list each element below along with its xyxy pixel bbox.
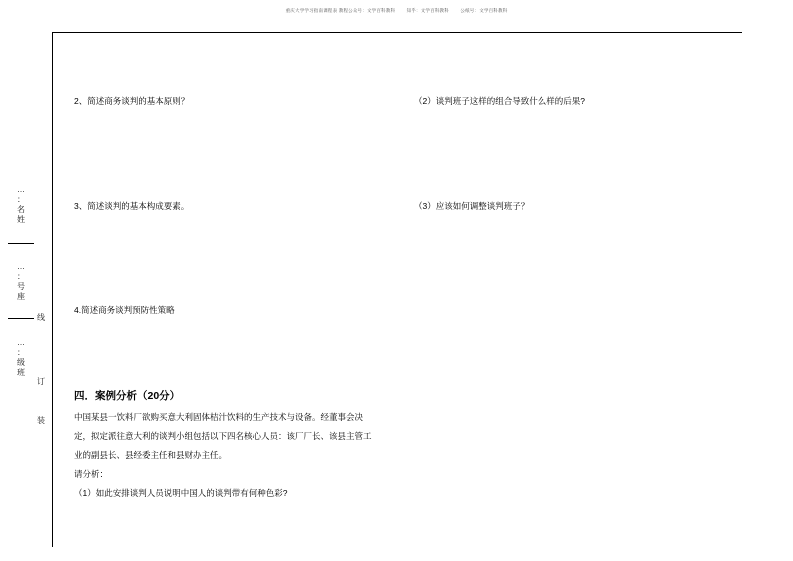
seal-char-zuo: 座 <box>17 292 25 301</box>
seal-field-name <box>10 185 32 239</box>
question-4: 4.简述商务谈判预防性策略 <box>74 305 175 315</box>
case-section-body <box>74 408 434 503</box>
seal-divider-2 <box>8 318 34 319</box>
seal-field-class-chars <box>10 338 32 378</box>
seal-colon-2: ： <box>17 272 25 281</box>
watermark-part-1: 重庆大学学习指南课程表 教程公众号：文学百科教科 <box>285 8 396 13</box>
seal-colon-3: ： <box>17 348 25 357</box>
question-2: 2、简述商务谈判的基本原则？ <box>74 96 190 106</box>
question-case-3: （3）应该如何调整谈判班子？ <box>414 201 530 211</box>
seal-dot-2: … <box>17 262 25 271</box>
seal-char-hao: 号 <box>17 282 25 291</box>
seal-char-xing: 姓 <box>17 215 25 224</box>
seal-dot-1: … <box>17 185 25 194</box>
seal-label-bind: 订 <box>37 377 45 386</box>
seal-field-class <box>10 338 32 392</box>
seal-char-ban: 班 <box>17 368 25 377</box>
seal-label-seal: 装 <box>37 416 45 425</box>
seal-dot-3: … <box>17 338 25 347</box>
watermark-part-2: 知乎：文学百科教科 <box>406 8 449 13</box>
seal-field-seat-chars <box>10 262 32 302</box>
seal-char-ji: 级 <box>17 358 25 367</box>
case-section-title: 四．案例分析（20分） <box>74 390 181 402</box>
case-line-2: 定，拟定派往意大利的谈判小组包括以下四名核心人员：该厂厂长、该县主管工 <box>74 431 372 441</box>
watermark-part-3: 公纸号：文学百科教科 <box>460 8 508 13</box>
case-line-5: （1）如此安排谈判人员说明中国人的谈判带有何种色彩? <box>74 488 288 498</box>
case-line-1: 中国某县一饮料厂欲购买意大利固体桔汁饮料的生产技术与设备。经董事会决 <box>74 412 364 422</box>
question-3: 3、简述谈判的基本构成要素。 <box>74 201 190 211</box>
seal-label-line: 线 <box>37 313 45 322</box>
seal-field-name-chars <box>10 185 32 225</box>
page-watermark <box>0 8 793 14</box>
seal-colon-1: ： <box>17 195 25 204</box>
case-line-3: 业的副县长、县经委主任和县财办主任。 <box>74 450 228 460</box>
question-case-2: （2）谈判班子这样的组合导致什么样的后果? <box>414 96 585 106</box>
left-border-rule <box>52 32 53 547</box>
top-border-rule <box>52 32 742 33</box>
seal-char-ming: 名 <box>17 205 25 214</box>
case-line-4: 请分析： <box>74 469 109 479</box>
seal-field-seat <box>10 262 32 316</box>
seal-divider-1 <box>8 243 34 244</box>
